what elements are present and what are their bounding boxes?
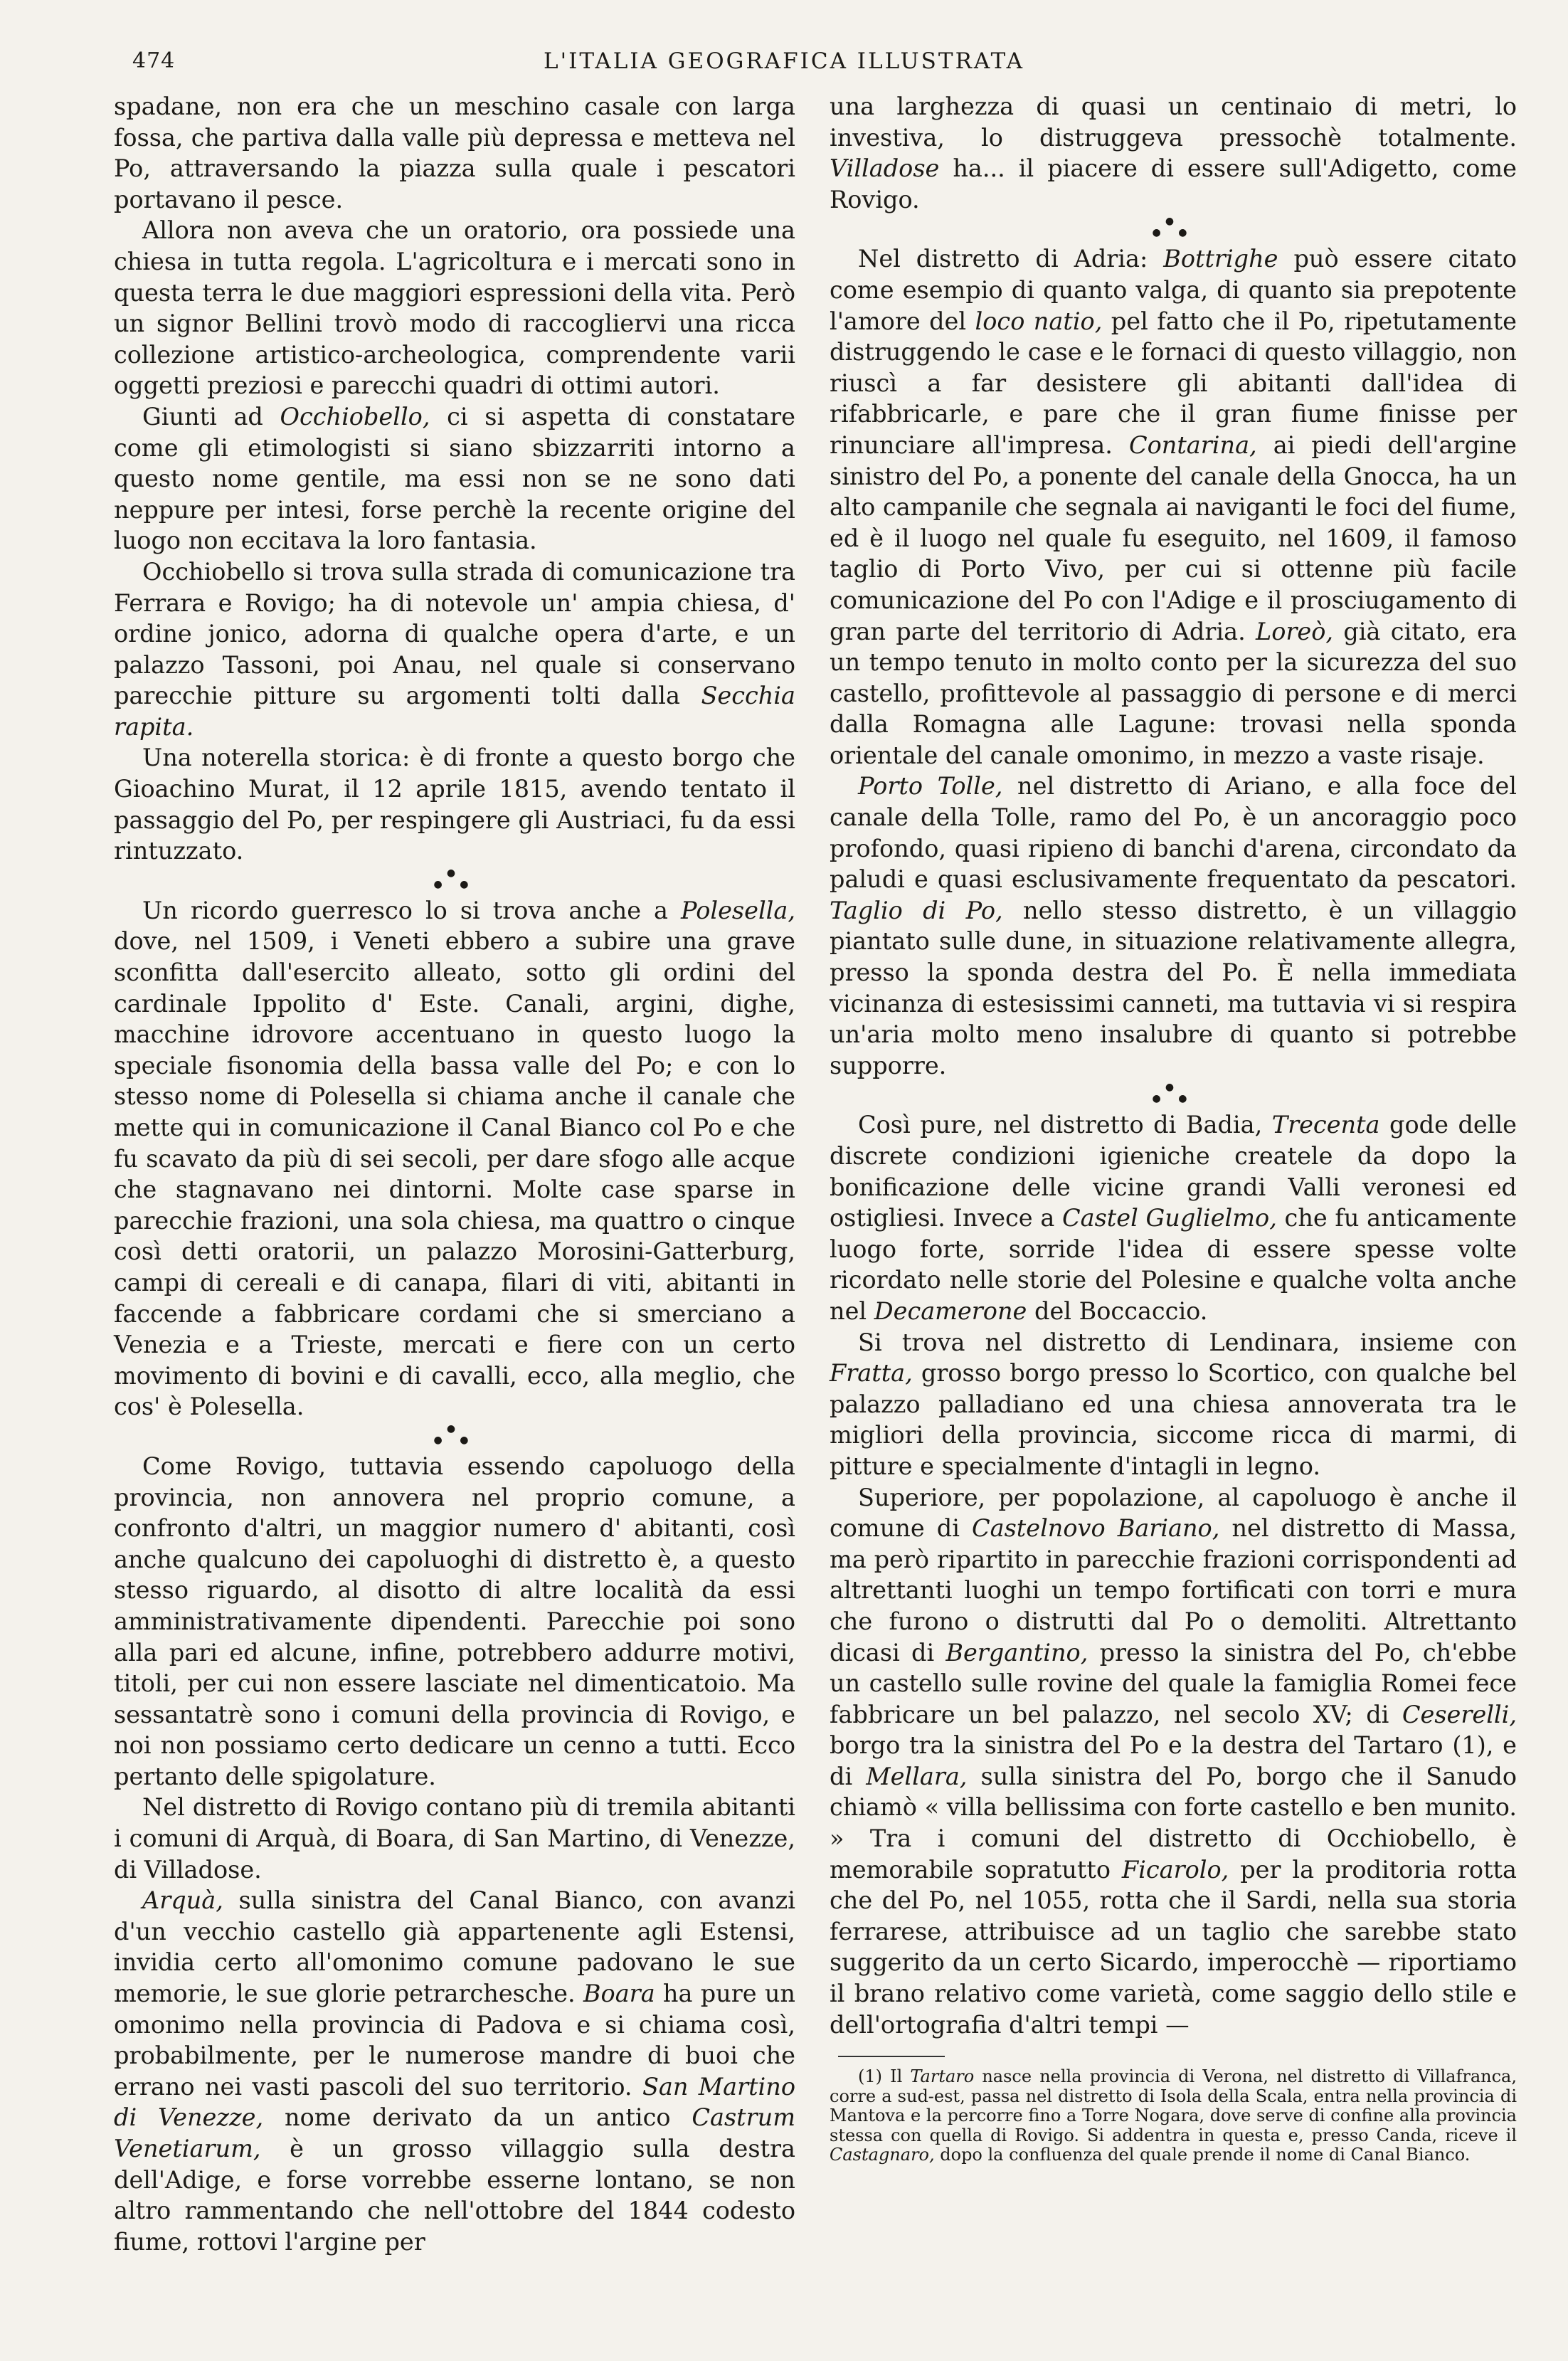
paragraph-lendinara: Si trova nel distretto di Lendinara, insieme con Fratta, grosso borgo presso lo Scortico, con qualche bel palazzo palladiano ed una chiesa annoverata tra le migliori della provincia, siccome ricca di marmi, di pitture e specialmente d'intagli in legno. — [830, 1328, 1517, 1480]
paragraph-porto-tolle: Porto Tolle, nel distretto di Ariano, e alla foce del canale della Tolle, ramo del Po, è un ancoraggio poco profondo, quasi ripieno di banchi d'arena, circondato da paludi e quasi esclusivamente frequentato da pescatori. Taglio di Po, nello stesso distretto, è un villaggio piantato sulle dune, in situazione relativamente allegra, presso la sponda destra del Po. È nella immediata vicinanza di estesissimi canneti, ma tuttavia vi si respira un'aria molto meno insalubre di quanto si potrebbe supporre. — [830, 772, 1517, 1079]
paragraph-distretto-rovigo: Nel distretto di Rovigo contano più di tremila abitanti i comuni di Arquà, di Boara, di San Martino, di Venezze, di Villadose. — [114, 1793, 795, 1884]
paragraph-arqua: Arquà, sulla sinistra del Canal Bianco, con avanzi d'un vecchio castello già appartenente agli Estensi, invidia certo all'omonimo comune padovano le sue memorie, le sue glorie petrarchesche. Boara ha pure un omonimo nella provincia di Padova e si chiama così, probabilmente, per le numerose mandre di buoi che errano nei vasti pascoli del suo territorio. San Martino di Venezze, nome derivato da un antico Castrum Venetiarum, è un grosso villaggio sulla destra dell'Adige, e forse vorrebbe esserne lontano, se non altro rammentando che nell'ottobre del 1844 codesto fiume, rottovi l'argine per — [114, 1886, 795, 2256]
paragraph-villadose: una larghezza di quasi un centinaio di metri, lo investiva, lo distruggeva pressochè totalmente. Villadose ha... il piacere di essere sull'Adigetto, come Rovigo. — [830, 93, 1517, 213]
section-ornament: ● ● ● — [433, 1422, 476, 1446]
paragraph-occhiobello-name: Giunti ad Occhiobello, ci si aspetta di constatare come gli etimologisti si siano sbizzarriti intorno a questo nome gentile, ma essi non se ne sono dati neppure per intesi, forse perchè la recente origine del luogo non eccitava la loro fantasia. — [114, 402, 795, 555]
paragraph-adria: Nel distretto di Adria: Bottrighe può essere citato come esempio di quanto valga, di quanto sia prepotente l'amore del loco natio, pel fatto che il Po, ripetutamente distruggendo le case e le fornaci di questo villaggio, non riuscì a far desistere gli abitanti dall'idea di rifabbricarle, e pare che il gran fiume finisse per rinunciare all'impresa. Contarina, ai piedi dell'argine sinistro del Po, a ponente del canale della Gnocca, ha un alto campanile che segnala ai naviganti le foci del fiume, ed è il luogo nel quale fu eseguito, nel 1609, il famoso taglio di Porto Vivo, per cui si ottenne più facile comunicazione del Po con l'Adige e il prosciugamento di gran parte del territorio di Adria. Loreò, già citato, era un tempo tenuto in molto conto per la sicurezza del suo castello, profittevole al passaggio di persone e di merci dalla Romagna alle Lagune: trovasi nella sponda orientale del canale omonimo, in mezzo a vaste risaje. — [830, 245, 1517, 769]
paragraph-capoluogo: Come Rovigo, tuttavia essendo capoluogo della provincia, non annovera nel proprio comune, a confronto d'altri, un maggior numero d' abitanti, così anche qualcuno dei capoluoghi di distretto è, a questo stesso riguardo, al disotto di altre località da essi amministrativamente dipendenti. Parecchie poi sono alla pari ed alcune, infine, potrebbero addurre motivi, titoli, per cui non essere lasciate nel dimenticatoio. Ma sessantatrè sono i comuni della provincia di Rovigo, e noi non possiamo certo dedicare un cenno a tutti. Ecco pertanto delle spigolature. — [114, 1452, 795, 1790]
paragraph-oratorio: Allora non aveva che un oratorio, ora possiede una chiesa in tutta regola. L'agricoltura e i mercati sono in questa terra le due maggiori espressioni della vita. Però un signor Bellini trovò modo di raccogliervi una ricca collezione artistico-archeologica, comprendente varii oggetti preziosi e parecchi quadri di ottimi autori. — [114, 216, 795, 400]
paragraph-badia: Così pure, nel distretto di Badia, Trecenta gode delle discrete condizioni igieniche createle da dopo la bonificazione delle vicine grandi Valli veronesi ed ostigliesi. Invece a Castel Guglielmo, che fu anticamente luogo forte, sorride l'idea di essere spesse volte ricordato nelle storie del Polesine e qualche volta anche nel Decamerone del Boccaccio. — [830, 1111, 1517, 1325]
page-number: 474 — [132, 48, 176, 73]
footnote-rule — [838, 2056, 945, 2057]
paragraph-spadane: spadane, non era che un meschino casale con larga fossa, che partiva dalla valle più depressa e metteva nel Po, attraversando la piazza sulla quale i pescatori portavano il pesce. — [114, 93, 795, 213]
running-title: L'ITALIA GEOGRAFICA ILLUSTRATA — [544, 48, 1024, 74]
section-ornament: ● ● ● — [1152, 216, 1194, 239]
section-ornament: ● ● ● — [1152, 1082, 1194, 1105]
section-ornament: ● ● ● — [433, 867, 476, 890]
left-column — [114, 91, 795, 2257]
footnote: (1) Il Tartaro nasce nella provincia di Verona, nel distretto di Villafranca, corre a sud-est, passa nel distretto di Isola della Scala, entra nella provincia di Mantova e la percorre fino a Torre Nogara, dove serve di confine alla provincia stessa con quella di Rovigo. Si addentra in questa e, presso Canda, riceve il Castagnaro, dopo la confluenza del quale prende il nome di Canal Bianco. — [830, 2066, 1517, 2165]
right-column — [830, 91, 1517, 2165]
paragraph-occhiobello: Occhiobello si trova sulla strada di comunicazione tra Ferrara e Rovigo; ha di notevole un' ampia chiesa, d' ordine jonico, adorna di qualche opera d'arte, e un palazzo Tassoni, poi Anau, nel quale si conservano parecchie pitture su argomenti tolti dalla Secchia rapita. — [114, 557, 795, 741]
page-header — [0, 48, 1568, 84]
paragraph-massa: Superiore, per popolazione, al capoluogo è anche il comune di Castelnovo Bariano, nel distretto di Massa, ma però ripartito in parecchie frazioni corrispondenti ad altrettanti luoghi un tempo fortificati con torri e mura che furono o distrutti dal Po o demoliti. Altrettanto dicasi di Bergantino, presso la sinistra del Po, ch'ebbe un castello sulle rovine del quale la famiglia Romei fece fabbricare un bel palazzo, nel secolo XV; di Ceserelli, borgo tra la sinistra del Po e la destra del Tartaro (1), e di Mellara, sulla sinistra del Po, borgo che il Sanudo chiamò « villa bellissima con forte castello e ben munito. » Tra i comuni del distretto di Occhiobello, è memorabile sopratutto Ficarolo, per la proditoria rotta che del Po, nel 1055, rotta che il Sardi, nella sua storia ferrarese, attribuisce ad un taglio che sarebbe stato suggerito da un certo Sicardo, imperocchè — riportiamo il brano relativo come varietà, come saggio dello stile e dell'ortografia d'altri tempi — — [830, 1483, 1517, 2039]
paragraph-murat: Una noterella storica: è di fronte a questo borgo che Gioachino Murat, il 12 aprile 1815, avendo tentato il passaggio del Po, per respingere gli Austriaci, fu da essi rintuzzato. — [114, 744, 795, 865]
paragraph-polesella: Un ricordo guerresco lo si trova anche a Polesella, dove, nel 1509, i Veneti ebbero a subire una grave sconfitta dall'esercito alleato, sotto gli ordini del cardinale Ippolito d' Este. Canali, argini, dighe, macchine idrovore accentuano in questo luogo la speciale fisonomia della bassa valle del Po; e con lo stesso nome di Polesella si chiama anche il canale che mette qui in comunicazione il Canal Bianco col Po e che fu scavato da più di sei secoli, per dare sfogo alle acque che stagnavano nei dintorni. Molte case sparse in parecchie frazioni, una sola chiesa, ma quattro o cinque così detti oratorii, un palazzo Morosini-Gatterburg, campi di cereali e di canapa, filari di viti, abitanti in faccende a fabbricare cordami che si smerciano a Venezia e a Trieste, mercati e fiere con un certo movimento di bovini e di cavalli, ecco, alla meglio, che cos' è Polesella. — [114, 896, 795, 1421]
